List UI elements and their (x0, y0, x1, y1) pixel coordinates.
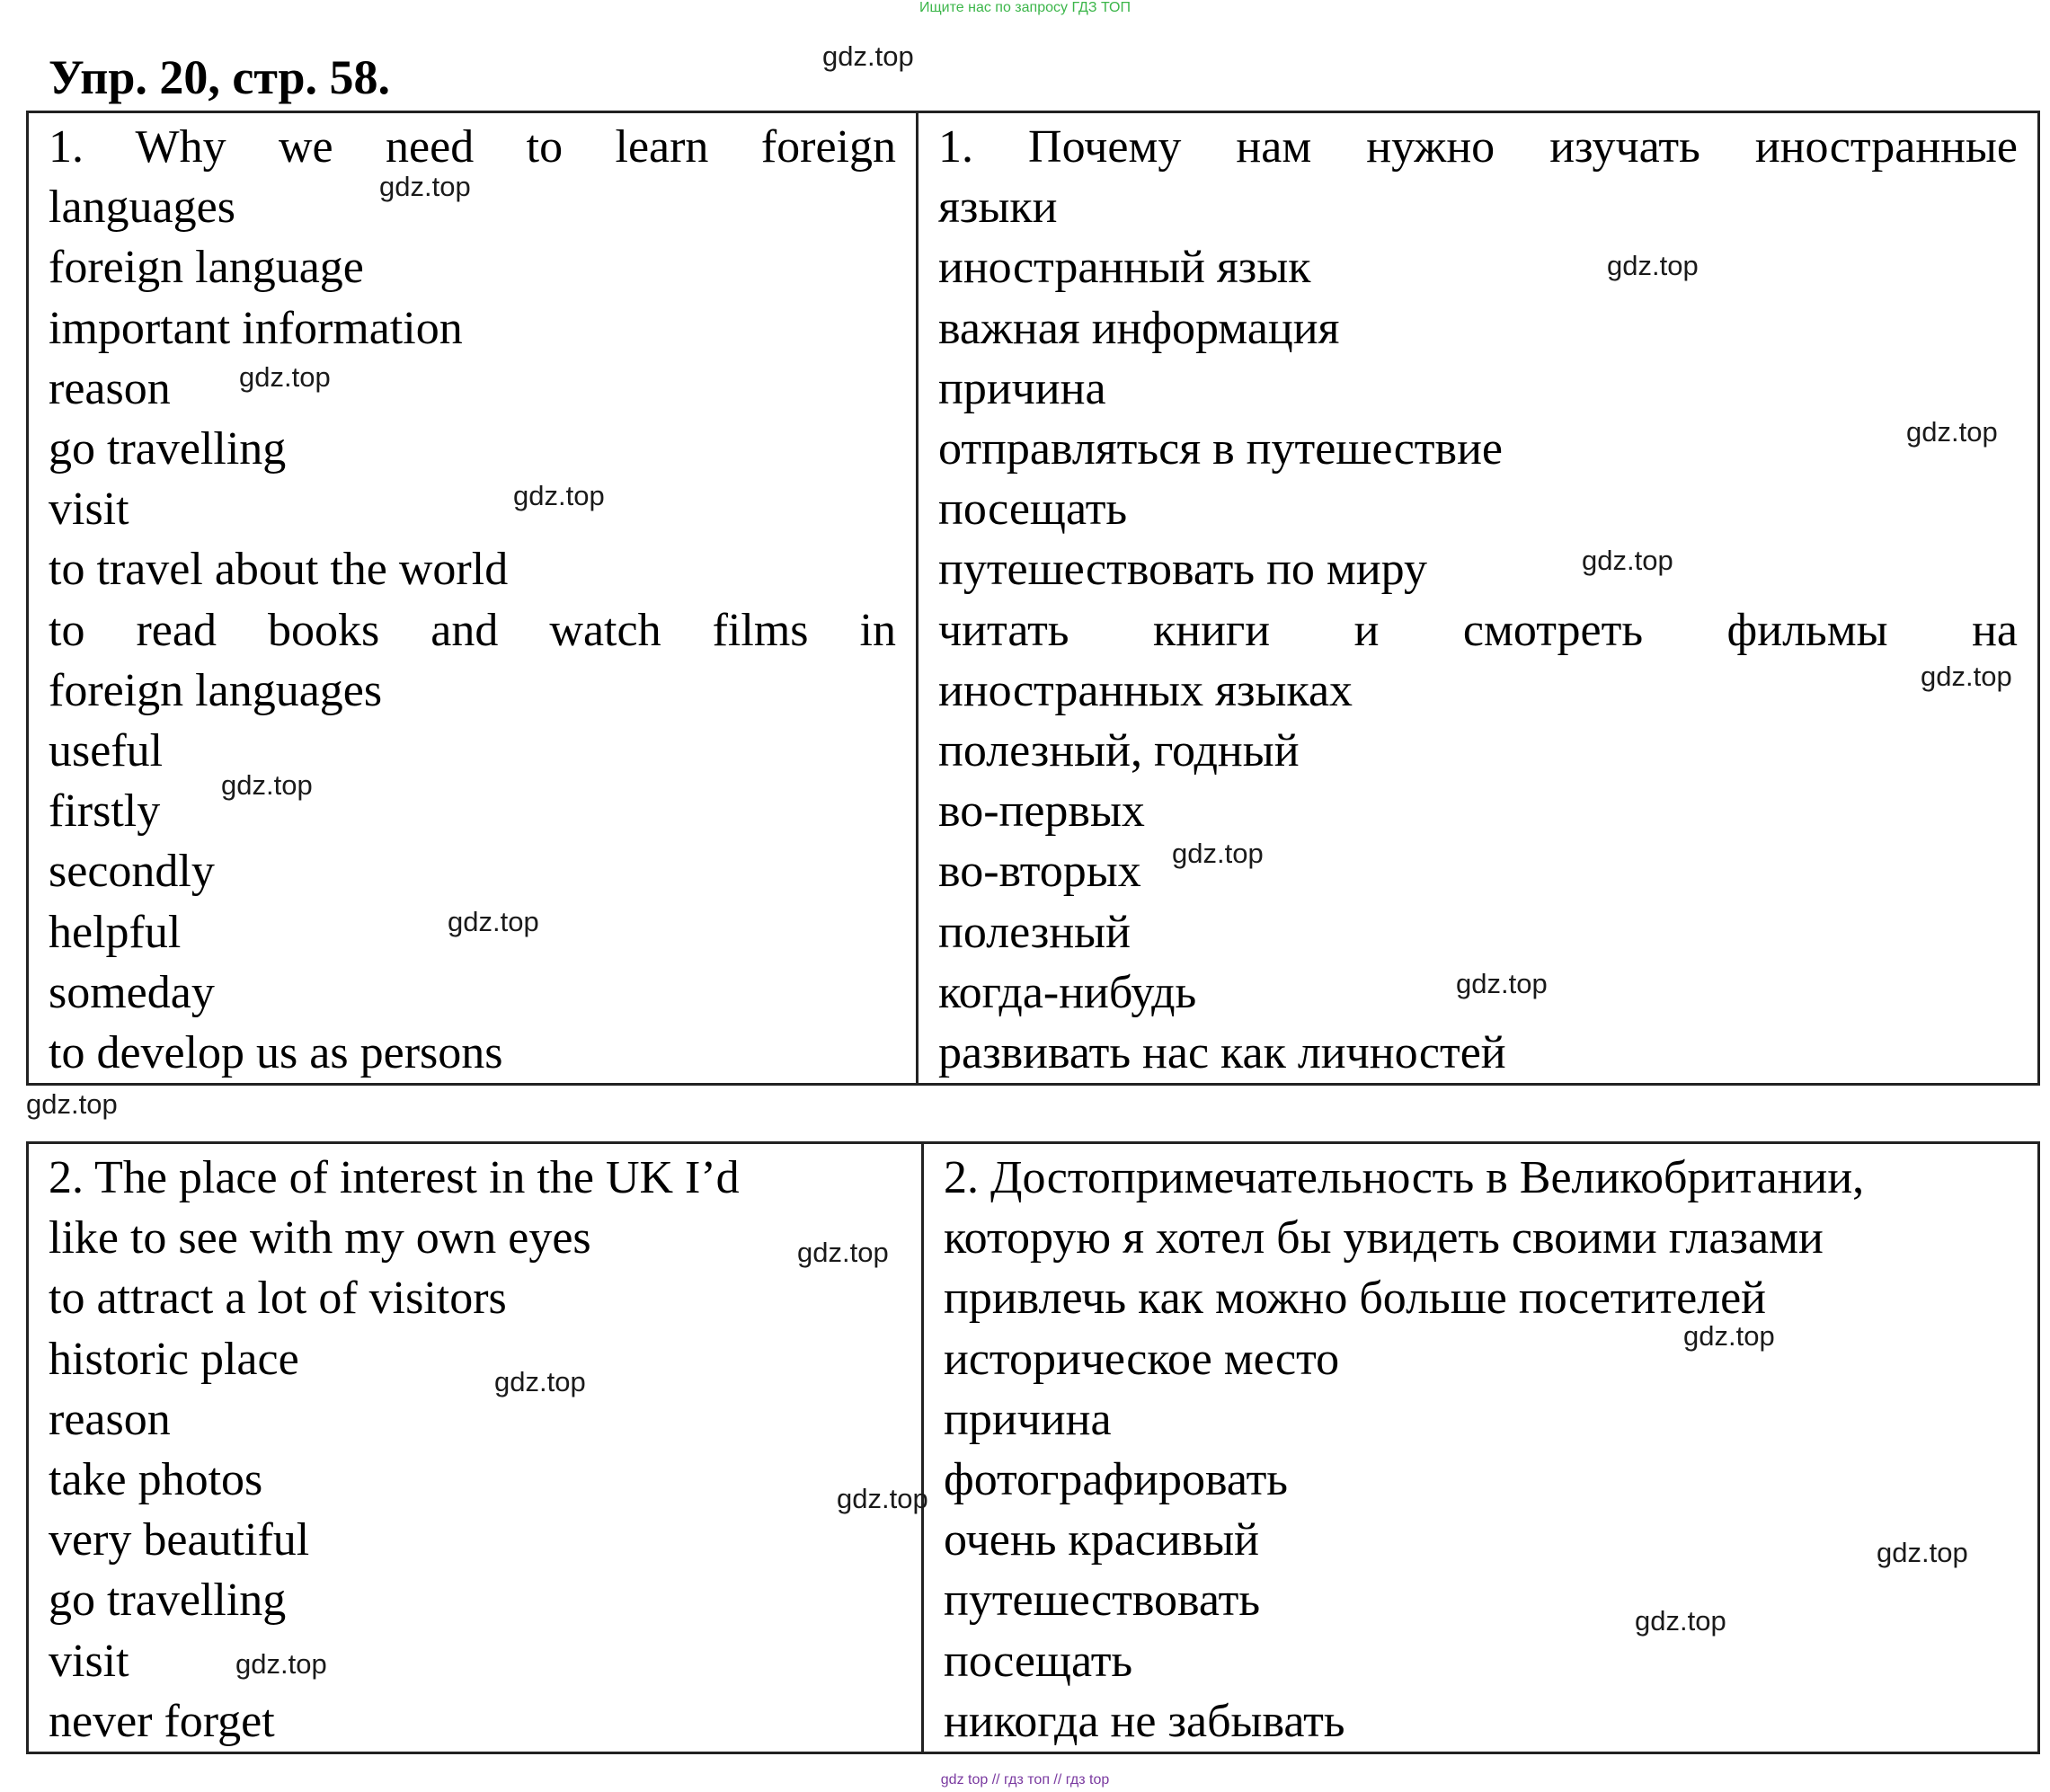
vocab-line-ru: никогда не забывать (944, 1695, 1345, 1747)
vocab-table-2 (26, 1141, 2040, 1754)
watermark: gdz.top (513, 480, 605, 511)
watermark: gdz.top (1456, 968, 1548, 999)
watermark: gdz.top (448, 906, 539, 937)
search-hint-banner: Ищите нас по запросу ГДЗ ТОП (919, 0, 1131, 15)
vocab-line-ru: языки (938, 182, 1058, 234)
vocab-line-en: reason (49, 1393, 171, 1445)
vocab-line-ru: причина (938, 362, 1106, 414)
vocab-line-en: to attract a lot of visitors (49, 1273, 507, 1325)
watermark: gdz.top (1635, 1605, 1726, 1637)
watermark: gdz.top (1877, 1537, 1968, 1568)
vocab-line-en: go travelling (49, 1575, 287, 1627)
watermark: gdz.top (1683, 1320, 1775, 1352)
watermark: gdz.top (797, 1237, 889, 1268)
vocab-line-ru: путешествовать (944, 1575, 1261, 1627)
vocab-line-en: to develop us as persons (49, 1027, 503, 1079)
vocab-line-ru: полезный (938, 906, 1131, 958)
watermark: gdz.top (494, 1366, 586, 1397)
vocab-line-ru: развивать нас как личностей (938, 1027, 1506, 1079)
exercise-heading: Упр. 20, стр. 58. (49, 50, 391, 104)
vocab-line-en: secondly (49, 846, 215, 898)
vocab-line-ru: иностранный язык (938, 242, 1311, 294)
vocab-line-en: foreign languages (49, 664, 383, 716)
vocab-line-en: historic place (49, 1333, 299, 1385)
vocab-line-ru: посещать (938, 483, 1128, 536)
vocab-line-en: helpful (49, 906, 182, 958)
watermark: gdz.top (1607, 250, 1699, 281)
watermark: gdz.top (822, 40, 914, 72)
vocab-line-ru: полезный, годный (938, 725, 1300, 777)
vocab-line-ru: отправляться в путешествие (938, 423, 1503, 475)
vocab-line-ru: во-вторых (938, 846, 1141, 898)
vocab-line-en: never forget (49, 1695, 275, 1747)
vocab-line-ru: историческое место (944, 1333, 1340, 1385)
vocab-line-ru: очень красивый (944, 1514, 1259, 1566)
vocab-line-en: take photos (49, 1454, 263, 1506)
vocab-line-ru: привлечь как можно больше посетителей (944, 1273, 1767, 1325)
vocab-table-1 (26, 111, 2040, 1086)
vocab-line-en: like to see with my own eyes (49, 1212, 591, 1264)
watermark: gdz.top (1172, 838, 1264, 869)
vocab-line-en: visit (49, 1635, 129, 1687)
vocab-line-en: important information (49, 302, 463, 354)
vocab-line-ru: читать книги и смотреть фильмы на (938, 604, 2018, 656)
vocab-line-en: someday (49, 966, 215, 1018)
watermark: gdz.top (239, 361, 331, 393)
vocab-line-ru: важная информация (938, 302, 1340, 354)
vocab-line-en: visit (49, 483, 129, 536)
russian-column (918, 112, 2039, 1085)
vocab-line-ru: путешествовать по миру (938, 544, 1427, 596)
vocab-line-en: very beautiful (49, 1514, 310, 1566)
russian-column (923, 1143, 2039, 1753)
vocab-line-en: go travelling (49, 423, 287, 475)
vocab-line-ru: фотографировать (944, 1454, 1289, 1506)
vocab-line-ru: иностранных языках (938, 664, 1353, 716)
watermark: gdz.top (1582, 545, 1673, 576)
english-column (28, 112, 918, 1085)
footer-watermark: gdz top // гдз топ // гдз top (940, 1772, 1110, 1788)
vocab-line-en: to read books and watch films in (49, 604, 896, 656)
vocab-line-en: languages (49, 182, 235, 234)
vocab-line-ru: 2. Достопримечательность в Великобритании, (944, 1152, 1865, 1203)
watermark: gdz.top (1906, 416, 1998, 448)
english-column (28, 1143, 923, 1753)
vocab-line-ru: 1. Почему нам нужно изучать иностранные (938, 121, 2018, 173)
vocab-line-ru: причина (944, 1393, 1112, 1445)
vocab-line-en: to travel about the world (49, 544, 509, 596)
watermark: gdz.top (221, 769, 313, 801)
watermark: gdz.top (235, 1648, 327, 1680)
watermark: gdz.top (26, 1088, 118, 1120)
vocab-line-ru: посещать (944, 1635, 1133, 1687)
vocab-line-en: firstly (49, 785, 161, 838)
vocab-line-en: useful (49, 725, 164, 777)
vocab-line-en: 1. Why we need to learn foreign (49, 121, 896, 173)
vocab-line-en: foreign language (49, 242, 364, 294)
vocab-line-ru: которую я хотел бы увидеть своими глазами (944, 1212, 1824, 1264)
vocab-line-ru: когда-нибудь (938, 966, 1197, 1018)
vocab-line-ru: во-первых (938, 785, 1145, 838)
vocab-line-en: reason (49, 362, 171, 414)
watermark: gdz.top (379, 171, 471, 202)
watermark: gdz.top (837, 1483, 928, 1514)
watermark: gdz.top (1921, 661, 2012, 692)
vocab-line-en: 2. The place of interest in the UK I’d (49, 1152, 740, 1203)
